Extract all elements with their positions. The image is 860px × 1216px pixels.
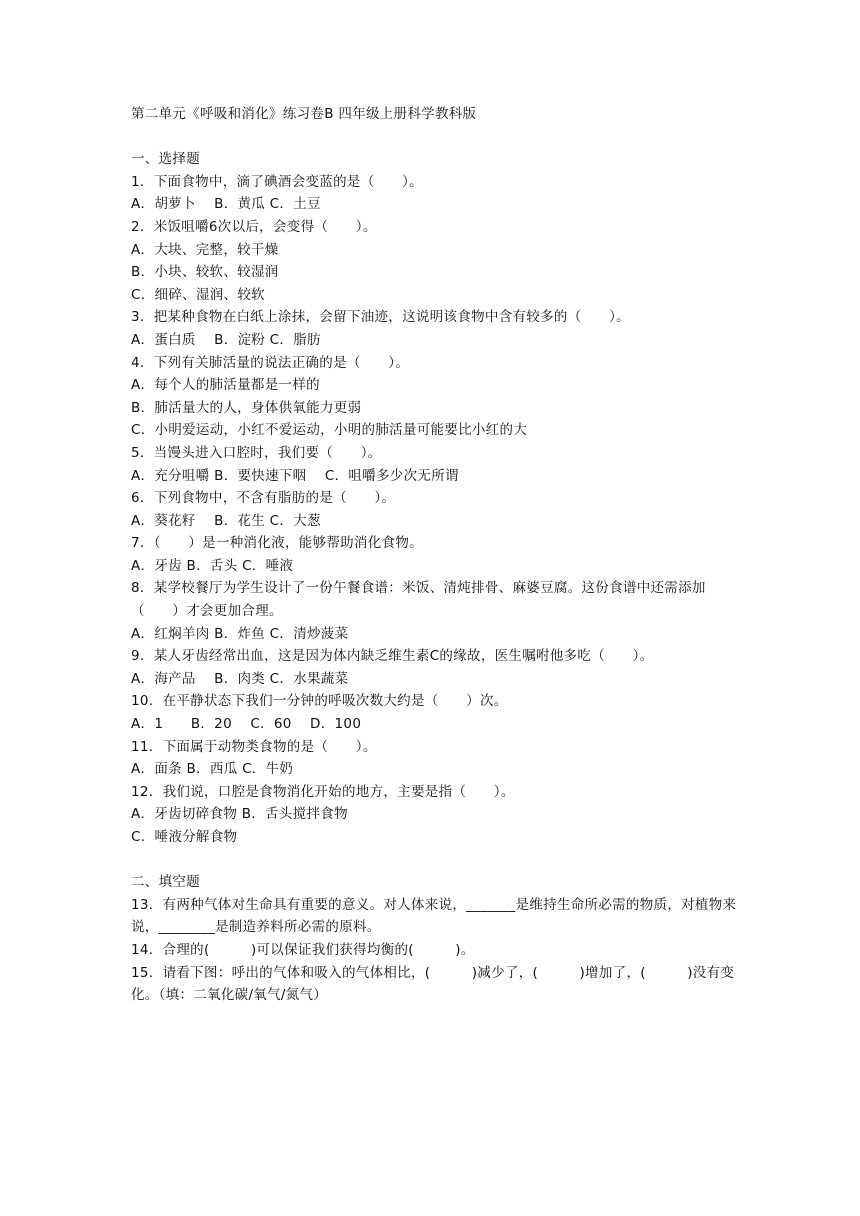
- question-line: 12．我们说，口腔是食物消化开始的地方，主要是指（ ）。: [131, 783, 515, 800]
- question-15: 15．请看下图：呼出的气体和吸入的气体相比，( )减少了，( )增加了，( )没有变化。（填：二氧化碳/氧气/氮气）: [131, 964, 735, 1004]
- question-line: 10．在平静状态下我们一分钟的呼吸次数大约是（ ）次。: [131, 693, 508, 710]
- question-line: A．蛋白质 B．淀粉 C．脂肪: [131, 331, 321, 348]
- question-line: A．面条 B．西瓜 C．牛奶: [131, 761, 294, 778]
- question-line: A．葵花籽 B．花生 C．大葱: [131, 512, 321, 529]
- question-line: 3．把某种食物在白纸上涂抹，会留下油迹，这说明该食物中含有较多的（ ）。: [131, 309, 630, 326]
- question-line: A．胡萝卜 B．黄瓜 C．土豆: [131, 196, 321, 213]
- question-line: 5．当馒头进入口腔时，我们要（ ）。: [131, 444, 382, 461]
- question-line: A．红焖羊肉 B．炸鱼 C．清炒菠菜: [131, 625, 349, 642]
- spacer: [131, 126, 741, 149]
- question-8: 8．某学校餐厅为学生设计了一份午餐食谱：米饭、清炖排骨、麻婆豆腐。这份食谱中还需添加（ ）才会更加合理。: [131, 580, 706, 620]
- document-title: 第二单元《呼吸和消化》练习卷B 四年级上册科学教科版: [131, 106, 477, 122]
- question-line: A．大块、完整，较干燥: [131, 241, 279, 258]
- question-line: C．细碎、湿润、较软: [131, 286, 265, 303]
- document-page: [131, 103, 741, 1007]
- question-line: 11．下面属于动物类食物的是（ ）。: [131, 738, 377, 755]
- question-line: A．充分咀嚼 B．要快速下咽 C．咀嚼多少次无所谓: [131, 467, 459, 484]
- question-line: 4．下列有关肺活量的说法正确的是（ ）。: [131, 354, 410, 371]
- section-heading-fill: 二、填空题: [131, 874, 200, 891]
- question-line: 1．下面食物中，滴了碘酒会变蓝的是（ ）。: [131, 173, 423, 190]
- question-line: 9．某人牙齿经常出血，这是因为体内缺乏维生素C的缘故，医生嘱咐他多吃（ ）。: [131, 648, 654, 665]
- choice-questions: [131, 171, 741, 849]
- question-line: 7．（ ）是一种消化液，能够帮助消化食物。: [131, 535, 423, 552]
- question-line: A．每个人的肺活量都是一样的: [131, 377, 320, 394]
- section-heading-choice: 一、选择题: [131, 151, 200, 168]
- question-line: B．肺活量大的人，身体供氧能力更弱: [131, 399, 362, 416]
- question-line: C．小明爱运动，小红不爱运动，小明的肺活量可能要比小红的大: [131, 422, 528, 439]
- question-line: A．牙齿切碎食物 B．舌头搅拌食物: [131, 806, 348, 823]
- question-13: 13．有两种气体对生命具有重要的意义。对人体来说，_______是维持生命所必需的物质，对植物来说，________是制造养料所必需的原料。: [131, 896, 737, 936]
- spacer: [131, 849, 741, 872]
- question-line: A．海产品 B．肉类 C．水果蔬菜: [131, 670, 349, 687]
- question-line: C．唾液分解食物: [131, 829, 238, 845]
- question-14: 14．合理的( )可以保证我们获得均衡的( )。: [131, 941, 475, 958]
- question-line: 6．下列食物中，不含有脂肪的是（ ）。: [131, 490, 396, 507]
- question-line: B．小块、较软、较湿润: [131, 264, 279, 281]
- question-line: 2．米饭咀嚼6次以后，会变得（ ）。: [131, 218, 377, 235]
- question-line: A．1 B．20 C．60 D．100: [131, 716, 362, 733]
- question-line: A．牙齿 B．舌头 C．唾液: [131, 557, 294, 574]
